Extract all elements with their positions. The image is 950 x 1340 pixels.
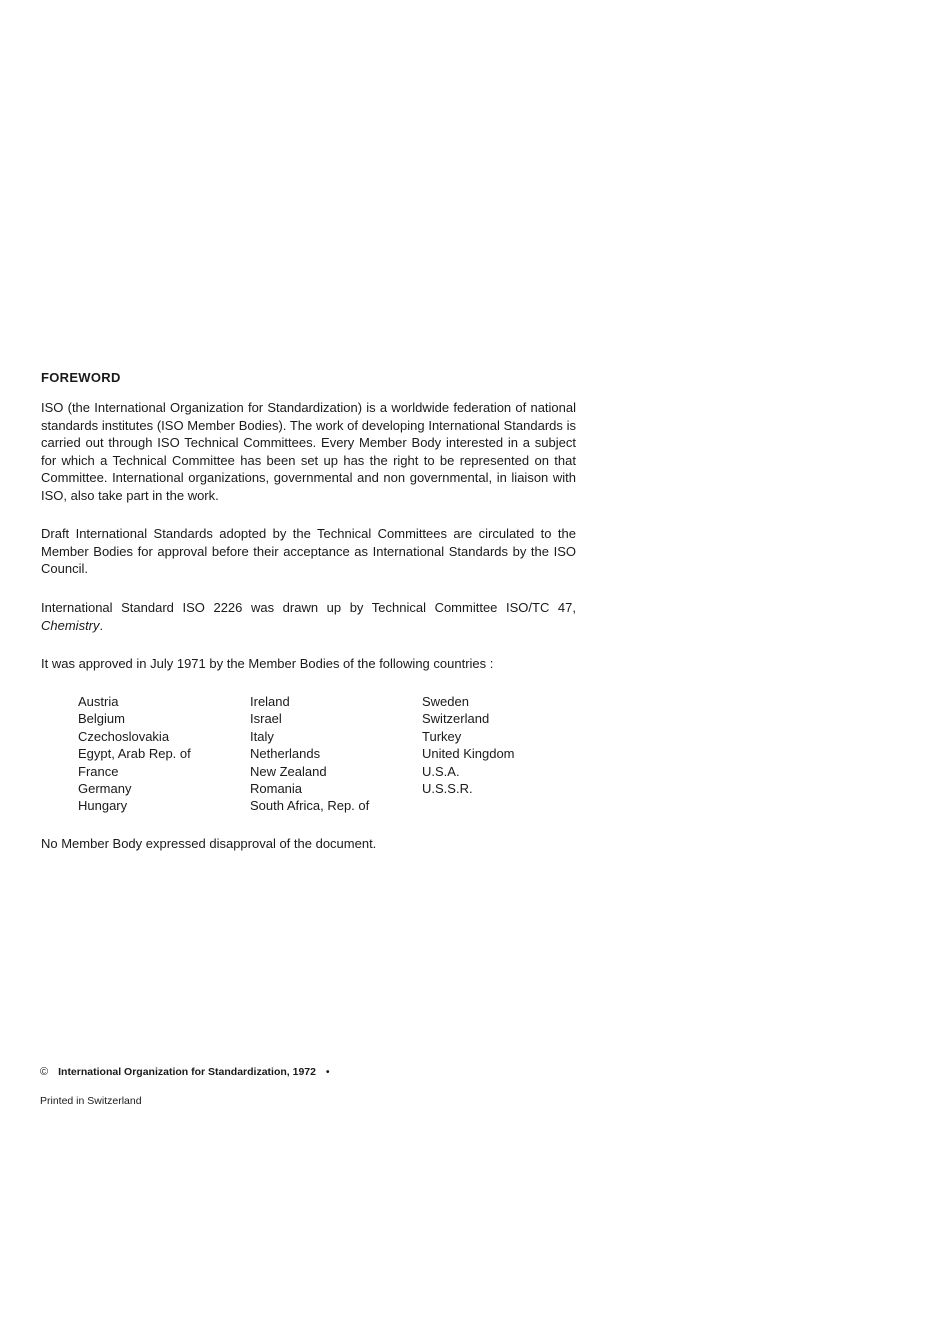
country-item: United Kingdom [422,746,515,762]
foreword-paragraph-iso: ISO (the International Organization for Standardization) is a worldwide federation of national standards institutes (ISO Member Bodies). The work of developing International Standards is carried out through ISO Technical Committees. Every Member Body interested in a subject for which a Technical Committee has been set up has the right to be represented on that Committee. International organizations, governmental and non governmental, in liaison with ISO, also take part in the work. [41,400,576,503]
country-item: Switzerland [422,711,490,727]
foreword-heading: FOREWORD [41,370,121,385]
country-item: U.S.S.R. [422,781,473,797]
country-item: Belgium [78,711,125,727]
country-column-1 [78,693,250,815]
country-item: Israel [250,711,282,727]
committee-name: Chemistry [41,617,100,633]
country-item: Germany [78,781,132,797]
copyright-line [40,1066,330,1078]
country-item: South Africa, Rep. of [250,798,370,814]
country-item: Romania [250,781,303,797]
country-list [78,693,582,815]
foreword-paragraph-committee [41,599,576,634]
country-item: Italy [250,728,274,744]
committee-text: International Standard ISO 2226 was drawn up by Technical Committee ISO/TC 47, [41,600,576,615]
country-item: Sweden [422,694,469,709]
foreword-paragraph-disapproval: No Member Body expressed disapproval of the document. [41,836,377,851]
foreword-paragraph-drafts: Draft International Standards adopted by the Technical Committees are circulated to the Member Bodies for approval before their acceptance as International Standards by the ISO Council. [41,526,576,577]
printed-in-note: Printed in Switzerland [40,1095,142,1107]
country-item: Turkey [422,728,462,744]
committee-end: . [99,617,104,633]
country-column-2 [250,693,422,815]
foreword-paragraph-approval: It was approved in July 1971 by the Member Bodies of the following countries : [41,656,494,671]
copyright-icon: © [40,1066,49,1078]
country-item: Hungary [78,798,128,814]
country-item: Ireland [250,694,290,709]
country-item: New Zealand [250,763,327,779]
country-item: France [78,763,119,779]
country-item: Austria [78,694,119,709]
copyright-text: International Organization for Standardization, 1972 [58,1066,316,1078]
country-item: Czechoslovakia [78,728,170,744]
country-item: U.S.A. [422,763,460,779]
bullet-icon: • [325,1066,330,1078]
country-column-3 [422,693,582,815]
country-item: Egypt, Arab Rep. of [78,746,191,762]
country-item: Netherlands [250,746,321,762]
